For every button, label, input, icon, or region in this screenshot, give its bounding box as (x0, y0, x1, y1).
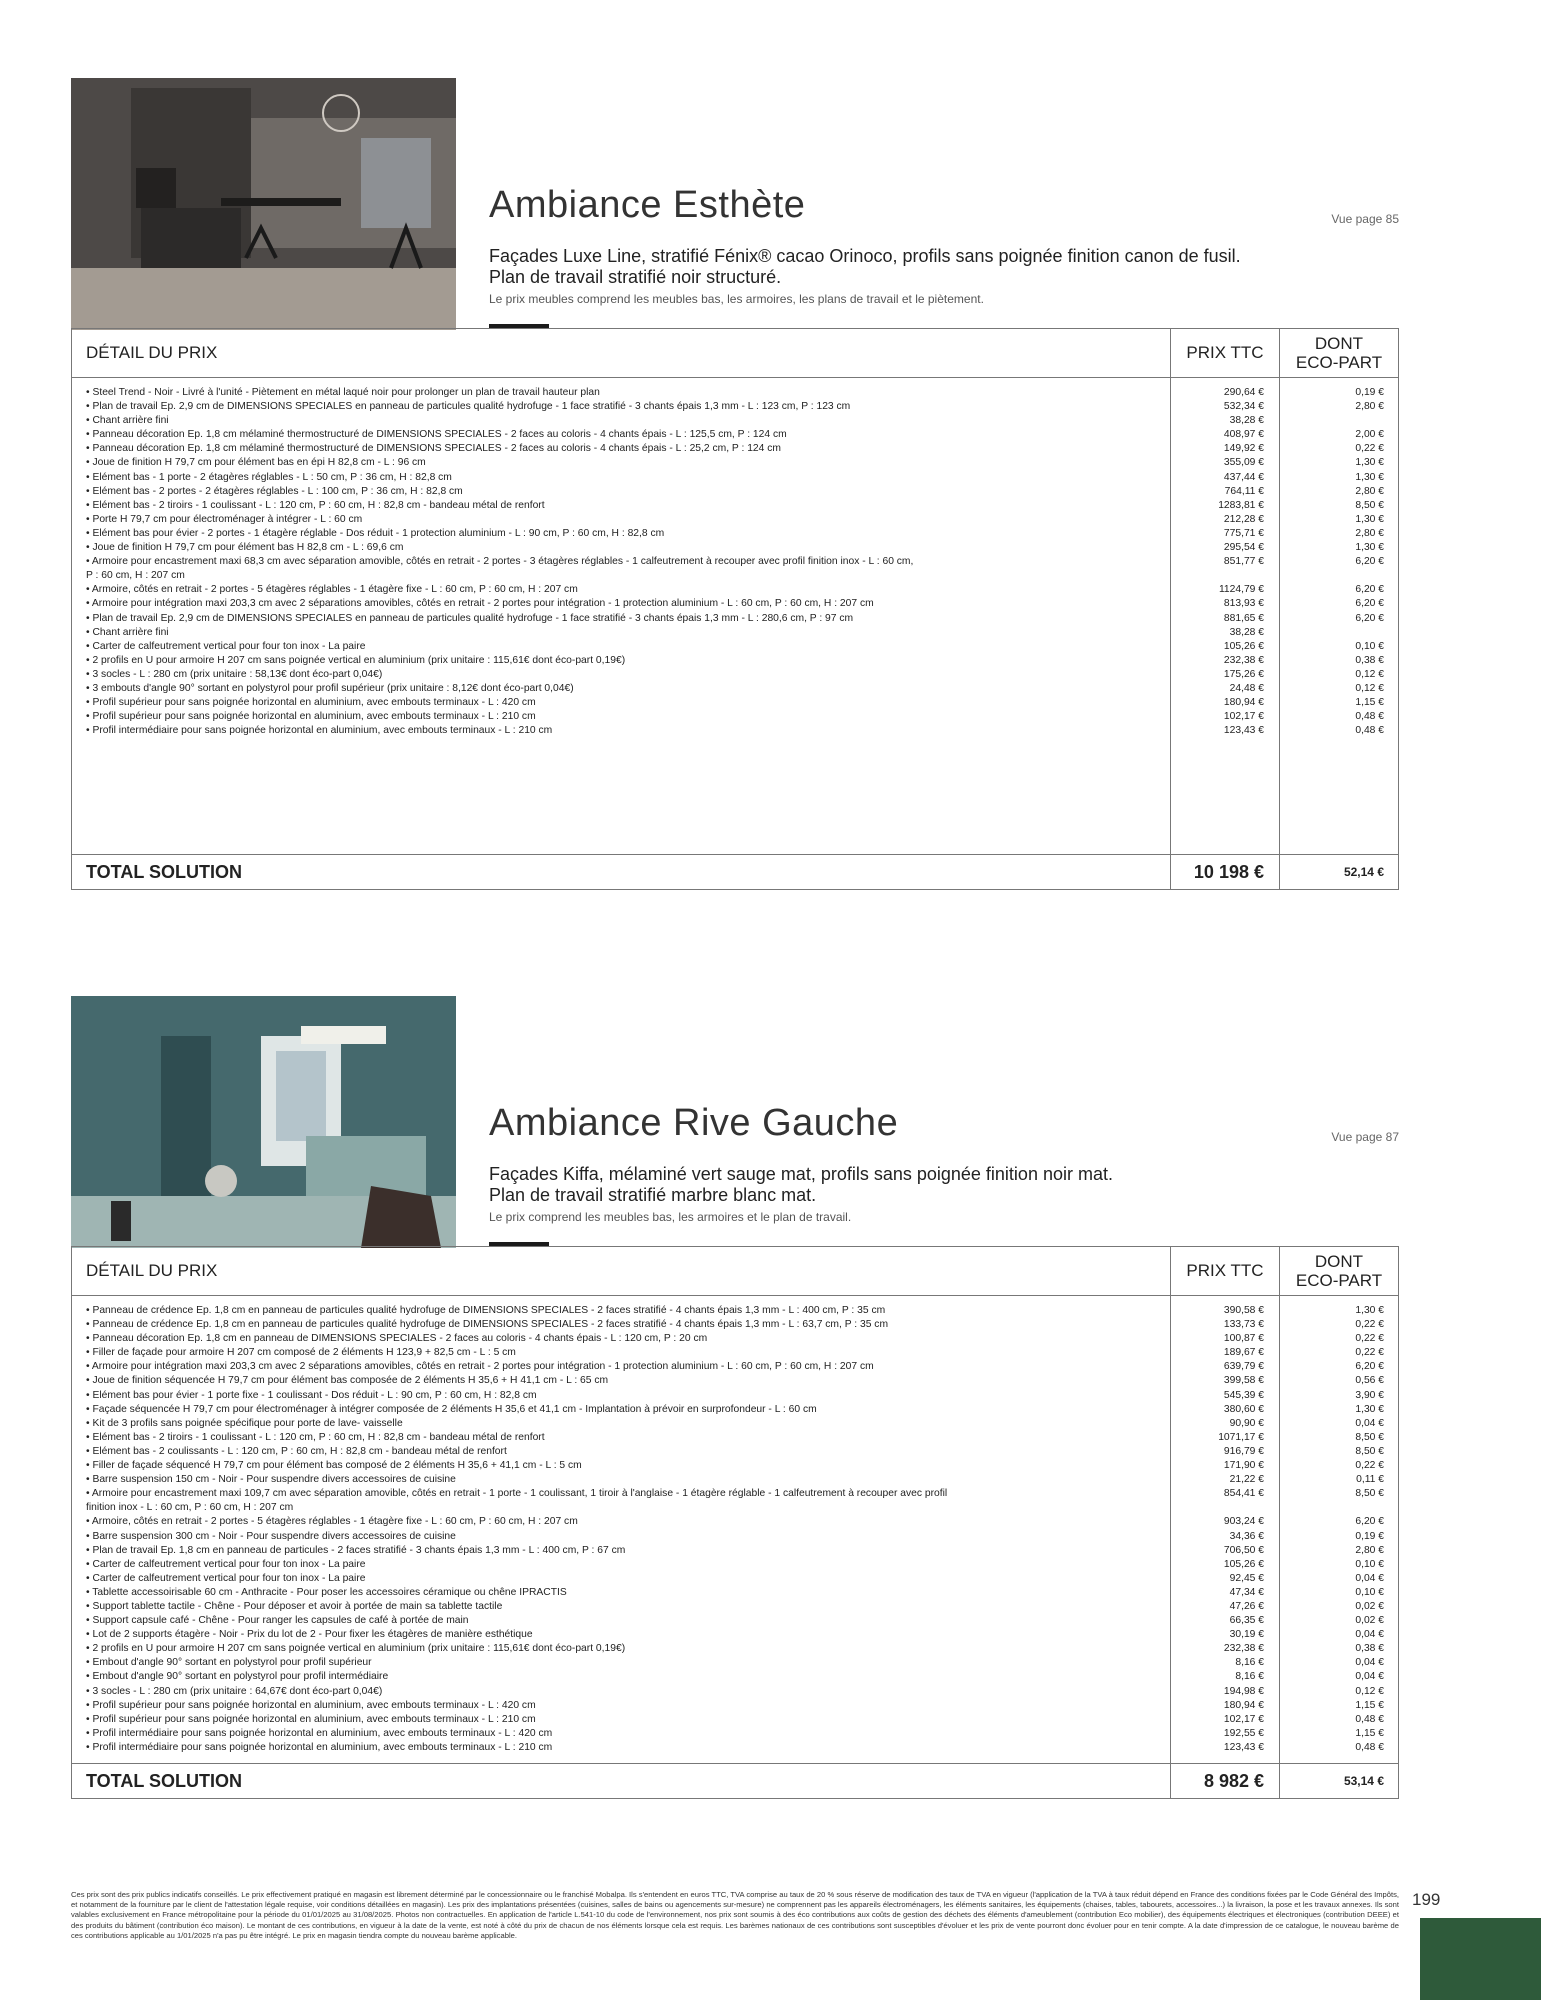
section-esthete (71, 78, 1399, 888)
item-eco-part (1280, 626, 1399, 640)
item-eco-part: 0,22 € (1280, 442, 1399, 456)
table-row (72, 1685, 1399, 1699)
item-description: • Support tablette tactile - Chêne - Pour déposer et avoir à portée de main sa tablette tactile (72, 1600, 1171, 1614)
table-row (72, 1515, 1399, 1529)
table-row (72, 1586, 1399, 1600)
item-price: 916,79 € (1171, 1445, 1280, 1459)
section-title: Ambiance Rive Gauche (489, 1102, 899, 1144)
table-row (72, 1741, 1399, 1755)
item-price: 1071,17 € (1171, 1431, 1280, 1445)
item-eco-part: 0,22 € (1280, 1318, 1399, 1332)
item-price: 639,79 € (1171, 1360, 1280, 1374)
item-eco-part: 0,38 € (1280, 654, 1399, 668)
item-eco-part: 6,20 € (1280, 583, 1399, 597)
item-price: 290,64 € (1171, 378, 1280, 401)
item-price: 38,28 € (1171, 626, 1280, 640)
section-rive-gauche (71, 996, 1399, 1816)
item-price: 532,34 € (1171, 400, 1280, 414)
table-row (72, 485, 1399, 499)
table-row (72, 414, 1399, 428)
item-description: • Barre suspension 150 cm - Noir - Pour suspendre divers accessoires de cuisine (72, 1473, 1171, 1487)
item-eco-part (1280, 414, 1399, 428)
item-eco-part: 0,56 € (1280, 1374, 1399, 1388)
item-description: • Chant arrière fini (72, 414, 1171, 428)
item-description: • Elément bas - 2 tiroirs - 1 coulissant - L : 120 cm, P : 60 cm, H : 82,8 cm - bandeau métal de renfort (72, 499, 1171, 513)
table-row (72, 513, 1399, 527)
item-description: • Armoire, côtés en retrait - 2 portes - 5 étagères réglables - 1 étagère fixe - L : 60 cm, P : 60 cm, H : 207 cm (72, 583, 1171, 597)
item-description: • Elément bas - 2 coulissants - L : 120 cm, P : 60 cm, H : 82,8 cm - bandeau métal de renfort (72, 1445, 1171, 1459)
table-row (72, 541, 1399, 555)
total-eco-part: 52,14 € (1280, 855, 1399, 890)
table-row (72, 1459, 1399, 1473)
item-price: 232,38 € (1171, 654, 1280, 668)
item-eco-part: 6,20 € (1280, 1515, 1399, 1529)
table-spacer (72, 738, 1399, 855)
brand-color-block (1420, 1918, 1541, 2000)
item-description: • Elément bas - 1 porte - 2 étagères réglables - L : 50 cm, P : 36 cm, H : 82,8 cm (72, 471, 1171, 485)
table-row (72, 456, 1399, 470)
item-eco-part: 8,50 € (1280, 1431, 1399, 1445)
item-description: P : 60 cm, H : 207 cm (72, 569, 1171, 583)
item-description: • Panneau de crédence Ep. 1,8 cm en panneau de particules qualité hydrofuge de DIMENSIONS SPECIALES - 2 faces stratifié - 4 chants épais 1,3 mm - L : 400 cm, P : 35 cm (72, 1296, 1171, 1319)
item-price: 775,71 € (1171, 527, 1280, 541)
item-price: 192,55 € (1171, 1727, 1280, 1741)
item-price: 105,26 € (1171, 640, 1280, 654)
item-description: • Profil supérieur pour sans poignée horizontal en aluminium, avec embouts terminaux - L : 210 cm (72, 710, 1171, 724)
item-price: 399,58 € (1171, 1374, 1280, 1388)
legal-footer: Ces prix sont des prix publics indicatifs conseillés. Le prix effectivement pratiqué en magasin est librement déterminé par le concessionnaire ou le franchisé Mobalpa. Ils s'entendent en euros TTC, TVA comprise au taux de 20 % sous réserve de modification des taux de TVA en vigueur (l'application de la TVA à taux réduit dépend en France des conditions fixées par le Code Général des Impôts, et notamment de la fourniture par le client de l'attestation légale requise, voir conditions détaillées en magasin). Les prix des implantations présentées (cuisines, salles de bains ou agencements sur-mesure) ne comprennent pas les appareils électroménagers, les éléments sanitaires, les équipements (chaises, tables, tabourets, accessoires...) la livraison, la pose et les travaux annexes. Ils sont valables exclusivement en France métropolitaine pour la période du 01/01/2025 au 31/08/2025. Photos non contractuelles. En application de l'article L.541-10 du code de l'environnement, nos prix sont soumis à des éco contributions aux coûts de gestion des déchets des éléments d'ameublement (contribution Eco mobilier), des équipements électriques et électroniques (contribution DEEE) et des produits du bâtiment (contribution éco maison). Le montant de ces contributions, en vigueur à la date de la vente, est noté à côté du prix de chacun de nos éléments lorsque cela est requis. Les barèmes nationaux de ces contributions sont susceptibles d'évoluer et les prix de vente pourront donc évoluer pour en tenir compte. A la date d'impression de ce catalogue, le nouveau barème de ces contributions applicable au 1/01/2025 n'a pas pu être intégré. Le prix en magasin tiendra compte du nouveau barème applicable. (71, 1890, 1399, 1940)
item-description: • Filler de façade séquencé H 79,7 cm pour élément bas composé de 2 éléments H 35,6 + 41,1 cm - L : 5 cm (72, 1459, 1171, 1473)
item-description: • Panneau décoration Ep. 1,8 cm mélaminé thermostructuré de DIMENSIONS SPECIALES - 2 faces au coloris - 4 chants épais - L : 125,5 cm, P : 124 cm (72, 428, 1171, 442)
item-price: 1283,81 € (1171, 499, 1280, 513)
item-eco-part: 1,30 € (1280, 471, 1399, 485)
item-eco-part: 1,15 € (1280, 1727, 1399, 1741)
table-row (72, 1600, 1399, 1614)
item-eco-part (1280, 1501, 1399, 1515)
item-description: • Armoire, côtés en retrait - 2 portes - 5 étagères réglables - 1 étagère fixe - L : 60 cm, P : 60 cm, H : 207 cm (72, 1515, 1171, 1529)
header-eco: DONT ECO-PART (1280, 329, 1399, 378)
table-row (72, 1670, 1399, 1684)
item-description: • Profil intermédiaire pour sans poignée horizontal en aluminium, avec embouts terminaux - L : 420 cm (72, 1727, 1171, 1741)
item-description: • Plan de travail Ep. 2,9 cm de DIMENSIONS SPECIALES en panneau de particules qualité hydrofuge - 1 face stratifié - 3 chants épais 1,3 mm - L : 123 cm, P : 123 cm (72, 400, 1171, 414)
item-description: • Armoire pour encastrement maxi 68,3 cm avec séparation amovible, côtés en retrait - 2 portes - 3 étagères réglables - 1 calfeutrement à recouper avec profil finition inox - L : 60 cm, (72, 555, 1171, 569)
item-eco-part: 6,20 € (1280, 597, 1399, 611)
item-eco-part: 0,10 € (1280, 1558, 1399, 1572)
table-spacer (72, 1755, 1399, 1764)
price-table (71, 328, 1399, 890)
item-eco-part: 2,00 € (1280, 428, 1399, 442)
item-eco-part: 0,10 € (1280, 1586, 1399, 1600)
total-eco-part: 53,14 € (1280, 1764, 1399, 1799)
item-description: • Kit de 3 profils sans poignée spécifique pour porte de lave- vaisselle (72, 1417, 1171, 1431)
table-row (72, 378, 1399, 401)
item-description: • Embout d'angle 90° sortant en polystyrol pour profil supérieur (72, 1656, 1171, 1670)
item-description: • Profil intermédiaire pour sans poignée horizontal en aluminium, avec embouts terminaux - L : 210 cm (72, 724, 1171, 738)
table-row (72, 640, 1399, 654)
item-eco-part: 0,04 € (1280, 1417, 1399, 1431)
table-row (72, 1628, 1399, 1642)
item-price: 8,16 € (1171, 1656, 1280, 1670)
view-page-ref: Vue page 85 (1331, 212, 1399, 226)
item-price: 408,97 € (1171, 428, 1280, 442)
item-price: 881,65 € (1171, 612, 1280, 626)
view-page-ref: Vue page 87 (1331, 1130, 1399, 1144)
item-price (1171, 1501, 1280, 1515)
section-subtitle-line1: Façades Kiffa, mélaminé vert sauge mat, profils sans poignée finition noir mat. (489, 1164, 1113, 1184)
item-eco-part: 0,02 € (1280, 1600, 1399, 1614)
item-eco-part: 0,11 € (1280, 1473, 1399, 1487)
table-row (72, 1501, 1399, 1515)
header-detail: DÉTAIL DU PRIX (72, 329, 1171, 378)
item-description: • 3 socles - L : 280 cm (prix unitaire : 64,67€ dont éco-part 0,04€) (72, 1685, 1171, 1699)
item-price: 123,43 € (1171, 724, 1280, 738)
item-description: • Elément bas - 2 portes - 2 étagères réglables - L : 100 cm, P : 36 cm, H : 82,8 cm (72, 485, 1171, 499)
table-row (72, 442, 1399, 456)
table-row (72, 597, 1399, 611)
item-description: • Elément bas pour évier - 1 porte fixe - 1 coulissant - Dos réduit - L : 90 cm, P : 60 cm, H : 82,8 cm (72, 1389, 1171, 1403)
item-eco-part: 0,22 € (1280, 1346, 1399, 1360)
item-price: 180,94 € (1171, 696, 1280, 710)
item-eco-part: 0,48 € (1280, 724, 1399, 738)
item-price: 545,39 € (1171, 1389, 1280, 1403)
item-description: • 3 socles - L : 280 cm (prix unitaire : 58,13€ dont éco-part 0,04€) (72, 668, 1171, 682)
item-price: 194,98 € (1171, 1685, 1280, 1699)
item-eco-part: 0,19 € (1280, 1530, 1399, 1544)
item-description: • Profil supérieur pour sans poignée horizontal en aluminium, avec embouts terminaux - L : 420 cm (72, 696, 1171, 710)
item-eco-part: 3,90 € (1280, 1389, 1399, 1403)
table-row (72, 1544, 1399, 1558)
table-row (72, 1642, 1399, 1656)
total-label: TOTAL SOLUTION (72, 1764, 1171, 1799)
item-price: 38,28 € (1171, 414, 1280, 428)
table-row (72, 583, 1399, 597)
item-price: 764,11 € (1171, 485, 1280, 499)
item-eco-part: 0,12 € (1280, 682, 1399, 696)
table-row (72, 696, 1399, 710)
item-description: • Embout d'angle 90° sortant en polystyrol pour profil intermédiaire (72, 1670, 1171, 1684)
total-row (72, 1764, 1399, 1799)
section-subtitle-line2: Plan de travail stratifié noir structuré. (489, 267, 782, 287)
item-price: 175,26 € (1171, 668, 1280, 682)
item-price: 189,67 € (1171, 1346, 1280, 1360)
item-price: 149,92 € (1171, 442, 1280, 456)
item-eco-part: 0,22 € (1280, 1459, 1399, 1473)
item-price: 102,17 € (1171, 1713, 1280, 1727)
item-price: 105,26 € (1171, 1558, 1280, 1572)
item-price: 706,50 € (1171, 1544, 1280, 1558)
item-price: 133,73 € (1171, 1318, 1280, 1332)
item-eco-part: 0,48 € (1280, 710, 1399, 724)
item-eco-part: 0,02 € (1280, 1614, 1399, 1628)
item-description: • Elément bas - 2 tiroirs - 1 coulissant - L : 120 cm, P : 60 cm, H : 82,8 cm - bandeau métal de renfort (72, 1431, 1171, 1445)
table-row (72, 1727, 1399, 1741)
section-note: Le prix meubles comprend les meubles bas, les armoires, les plans de travail et le piètement. (489, 292, 984, 306)
table-row (72, 428, 1399, 442)
item-price: 180,94 € (1171, 1699, 1280, 1713)
table-row (72, 555, 1399, 569)
item-price: 851,77 € (1171, 555, 1280, 569)
section-subtitle-line2: Plan de travail stratifié marbre blanc mat. (489, 1185, 817, 1205)
table-row (72, 1699, 1399, 1713)
item-description: • 2 profils en U pour armoire H 207 cm sans poignée vertical en aluminium (prix unitaire : 115,61€ dont éco-part 0,19€) (72, 654, 1171, 668)
section-title: Ambiance Esthète (489, 184, 806, 226)
item-price: 355,09 € (1171, 456, 1280, 470)
item-description: • Chant arrière fini (72, 626, 1171, 640)
item-description: • Joue de finition H 79,7 cm pour élément bas en épi H 82,8 cm - L : 96 cm (72, 456, 1171, 470)
item-eco-part: 2,80 € (1280, 1544, 1399, 1558)
item-description: • Filler de façade pour armoire H 207 cm composé de 2 éléments H 123,9 + 82,5 cm - L : 5 cm (72, 1346, 1171, 1360)
table-row (72, 612, 1399, 626)
page-number: 199 (1412, 1890, 1441, 1909)
item-price: 1124,79 € (1171, 583, 1280, 597)
table-row (72, 1403, 1399, 1417)
item-price: 92,45 € (1171, 1572, 1280, 1586)
table-row (72, 1318, 1399, 1332)
table-row (72, 1656, 1399, 1670)
item-price: 903,24 € (1171, 1515, 1280, 1529)
table-row (72, 1614, 1399, 1628)
table-row (72, 1713, 1399, 1727)
total-price: 10 198 € (1171, 855, 1280, 890)
item-description: • Panneau de crédence Ep. 1,8 cm en panneau de particules qualité hydrofuge de DIMENSIONS SPECIALES - 2 faces stratifié - 4 chants épais 1,3 mm - L : 63,7 cm, P : 35 cm (72, 1318, 1171, 1332)
item-description: • Carter de calfeutrement vertical pour four ton inox - La paire (72, 1558, 1171, 1572)
table-row (72, 1431, 1399, 1445)
item-eco-part: 0,10 € (1280, 640, 1399, 654)
item-price (1171, 569, 1280, 583)
item-eco-part: 0,04 € (1280, 1670, 1399, 1684)
table-row (72, 1530, 1399, 1544)
total-price: 8 982 € (1171, 1764, 1280, 1799)
item-eco-part: 8,50 € (1280, 1445, 1399, 1459)
total-row (72, 855, 1399, 890)
table-row (72, 1332, 1399, 1346)
table-row (72, 527, 1399, 541)
item-price: 380,60 € (1171, 1403, 1280, 1417)
item-description: • Carter de calfeutrement vertical pour four ton inox - La paire (72, 1572, 1171, 1586)
kitchen-photo-esthete (71, 78, 456, 330)
item-price: 24,48 € (1171, 682, 1280, 696)
item-description: • Joue de finition H 79,7 cm pour élément bas H 82,8 cm - L : 69,6 cm (72, 541, 1171, 555)
item-eco-part: 1,30 € (1280, 456, 1399, 470)
table-row (72, 668, 1399, 682)
item-price: 8,16 € (1171, 1670, 1280, 1684)
total-label: TOTAL SOLUTION (72, 855, 1171, 890)
item-eco-part: 2,80 € (1280, 400, 1399, 414)
item-description: • Panneau décoration Ep. 1,8 cm en panneau de DIMENSIONS SPECIALES - 2 faces au coloris - 4 chants épais - L : 120 cm, P : 20 cm (72, 1332, 1171, 1346)
item-description: • Armoire pour intégration maxi 203,3 cm avec 2 séparations amovibles, côtés en retrait - 2 portes pour intégration - 1 protection aluminium - L : 60 cm, P : 60 cm, H : 207 cm (72, 597, 1171, 611)
item-description: • Plan de travail Ep. 2,9 cm de DIMENSIONS SPECIALES en panneau de particules qualité hydrofuge - 1 face stratifié - 3 chants épais 1,3 mm - L : 280,6 cm, P : 97 cm (72, 612, 1171, 626)
item-description: • Façade séquencée H 79,7 cm pour électroménager à intégrer composée de 2 éléments H 35,6 et 41,1 cm - Implantation à prévoir en surprofondeur - L : 60 cm (72, 1403, 1171, 1417)
header-prix: PRIX TTC (1171, 1247, 1280, 1296)
table-row (72, 710, 1399, 724)
item-eco-part: 2,80 € (1280, 485, 1399, 499)
price-table (71, 1246, 1399, 1799)
item-description: • Armoire pour encastrement maxi 109,7 cm avec séparation amovible, côtés en retrait - 1 porte - 1 coulissant, 1 tiroir à l'anglaise - 1 étagère réglable - 1 calfeutrement à recouper avec profil (72, 1487, 1171, 1501)
header-eco: DONT ECO-PART (1280, 1247, 1399, 1296)
item-eco-part: 6,20 € (1280, 612, 1399, 626)
table-row (72, 471, 1399, 485)
item-description: • Joue de finition séquencée H 79,7 cm pour élément bas composée de 2 éléments H 35,6 + H 41,1 cm - L : 65 cm (72, 1374, 1171, 1388)
item-description: • Porte H 79,7 cm pour électroménager à intégrer - L : 60 cm (72, 513, 1171, 527)
item-description: • Armoire pour intégration maxi 203,3 cm avec 2 séparations amovibles, côtés en retrait - 2 portes pour intégration - 1 protection aluminium - L : 60 cm, P : 60 cm, H : 207 cm (72, 1360, 1171, 1374)
table-row (72, 654, 1399, 668)
item-description: finition inox - L : 60 cm, P : 60 cm, H : 207 cm (72, 1501, 1171, 1515)
item-price: 212,28 € (1171, 513, 1280, 527)
table-row (72, 682, 1399, 696)
table-row (72, 1389, 1399, 1403)
item-eco-part: 8,50 € (1280, 499, 1399, 513)
item-eco-part: 0,38 € (1280, 1642, 1399, 1656)
item-price: 100,87 € (1171, 1332, 1280, 1346)
item-eco-part: 1,15 € (1280, 1699, 1399, 1713)
item-eco-part: 0,48 € (1280, 1741, 1399, 1755)
item-price: 123,43 € (1171, 1741, 1280, 1755)
item-description: • Barre suspension 300 cm - Noir - Pour suspendre divers accessoires de cuisine (72, 1530, 1171, 1544)
item-eco-part: 1,30 € (1280, 1296, 1399, 1319)
item-description: • Profil supérieur pour sans poignée horizontal en aluminium, avec embouts terminaux - L : 420 cm (72, 1699, 1171, 1713)
table-row (72, 1360, 1399, 1374)
header-prix: PRIX TTC (1171, 329, 1280, 378)
table-row (72, 1374, 1399, 1388)
item-description: • Carter de calfeutrement vertical pour four ton inox - La paire (72, 640, 1171, 654)
item-price: 66,35 € (1171, 1614, 1280, 1628)
item-description: • Lot de 2 supports étagère - Noir - Prix du lot de 2 - Pour fixer les étagères de manière esthétique (72, 1628, 1171, 1642)
table-row (72, 499, 1399, 513)
item-eco-part: 8,50 € (1280, 1487, 1399, 1501)
item-eco-part: 0,04 € (1280, 1628, 1399, 1642)
item-eco-part: 1,15 € (1280, 696, 1399, 710)
item-price: 21,22 € (1171, 1473, 1280, 1487)
section-subtitle-line1: Façades Luxe Line, stratifié Fénix® cacao Orinoco, profils sans poignée finition canon de fusil. (489, 246, 1241, 266)
item-eco-part (1280, 569, 1399, 583)
item-eco-part: 0,19 € (1280, 378, 1399, 401)
item-price: 30,19 € (1171, 1628, 1280, 1642)
item-price: 390,58 € (1171, 1296, 1280, 1319)
item-price: 34,36 € (1171, 1530, 1280, 1544)
item-description: • Profil intermédiaire pour sans poignée horizontal en aluminium, avec embouts terminaux - L : 210 cm (72, 1741, 1171, 1755)
table-row (72, 1558, 1399, 1572)
kitchen-photo-rive-gauche (71, 996, 456, 1248)
item-eco-part: 0,12 € (1280, 668, 1399, 682)
table-row (72, 400, 1399, 414)
item-eco-part: 1,30 € (1280, 1403, 1399, 1417)
item-description: • Plan de travail Ep. 1,8 cm en panneau de particules - 2 faces stratifié - 3 chants épais 1,3 mm - L : 400 cm, P : 67 cm (72, 1544, 1171, 1558)
item-price: 102,17 € (1171, 710, 1280, 724)
item-eco-part: 0,12 € (1280, 1685, 1399, 1699)
item-description: • Panneau décoration Ep. 1,8 cm mélaminé thermostructuré de DIMENSIONS SPECIALES - 2 faces au coloris - 4 chants épais - L : 25,2 cm, P : 124 cm (72, 442, 1171, 456)
item-eco-part: 6,20 € (1280, 1360, 1399, 1374)
item-price: 90,90 € (1171, 1417, 1280, 1431)
table-row (72, 569, 1399, 583)
table-row (72, 724, 1399, 738)
item-eco-part: 0,22 € (1280, 1332, 1399, 1346)
item-description: • Steel Trend - Noir - Livré à l'unité - Piètement en métal laqué noir pour prolonger un plan de travail hauteur plan (72, 378, 1171, 401)
item-eco-part: 1,30 € (1280, 541, 1399, 555)
table-row (72, 626, 1399, 640)
item-description: • Support capsule café - Chêne - Pour ranger les capsules de café à portée de main (72, 1614, 1171, 1628)
item-price: 437,44 € (1171, 471, 1280, 485)
table-row (72, 1572, 1399, 1586)
item-description: • Profil supérieur pour sans poignée horizontal en aluminium, avec embouts terminaux - L : 210 cm (72, 1713, 1171, 1727)
item-eco-part: 0,04 € (1280, 1572, 1399, 1586)
header-detail: DÉTAIL DU PRIX (72, 1247, 1171, 1296)
item-price: 813,93 € (1171, 597, 1280, 611)
table-row (72, 1445, 1399, 1459)
item-description: • Elément bas pour évier - 2 portes - 1 étagère réglable - Dos réduit - 1 protection aluminium - L : 90 cm, P : 60 cm, H : 82,8 cm (72, 527, 1171, 541)
table-row (72, 1487, 1399, 1501)
item-eco-part: 6,20 € (1280, 555, 1399, 569)
item-description: • Tablette accessoirisable 60 cm - Anthracite - Pour poser les accessoires céramique ou chêne IPRACTIS (72, 1586, 1171, 1600)
item-price: 47,26 € (1171, 1600, 1280, 1614)
item-description: • 2 profils en U pour armoire H 207 cm sans poignée vertical en aluminium (prix unitaire : 115,61€ dont éco-part 0,19€) (72, 1642, 1171, 1656)
item-eco-part: 0,48 € (1280, 1713, 1399, 1727)
item-price: 232,38 € (1171, 1642, 1280, 1656)
table-row (72, 1346, 1399, 1360)
table-row (72, 1417, 1399, 1431)
item-eco-part: 1,30 € (1280, 513, 1399, 527)
table-row (72, 1473, 1399, 1487)
item-price: 171,90 € (1171, 1459, 1280, 1473)
item-eco-part: 0,04 € (1280, 1656, 1399, 1670)
table-row (72, 1296, 1399, 1319)
item-price: 295,54 € (1171, 541, 1280, 555)
section-note: Le prix comprend les meubles bas, les armoires et le plan de travail. (489, 1210, 852, 1224)
item-price: 854,41 € (1171, 1487, 1280, 1501)
item-eco-part: 2,80 € (1280, 527, 1399, 541)
item-price: 47,34 € (1171, 1586, 1280, 1600)
item-description: • 3 embouts d'angle 90° sortant en polystyrol pour profil supérieur (prix unitaire : 8,12€ dont éco-part 0,04€) (72, 682, 1171, 696)
